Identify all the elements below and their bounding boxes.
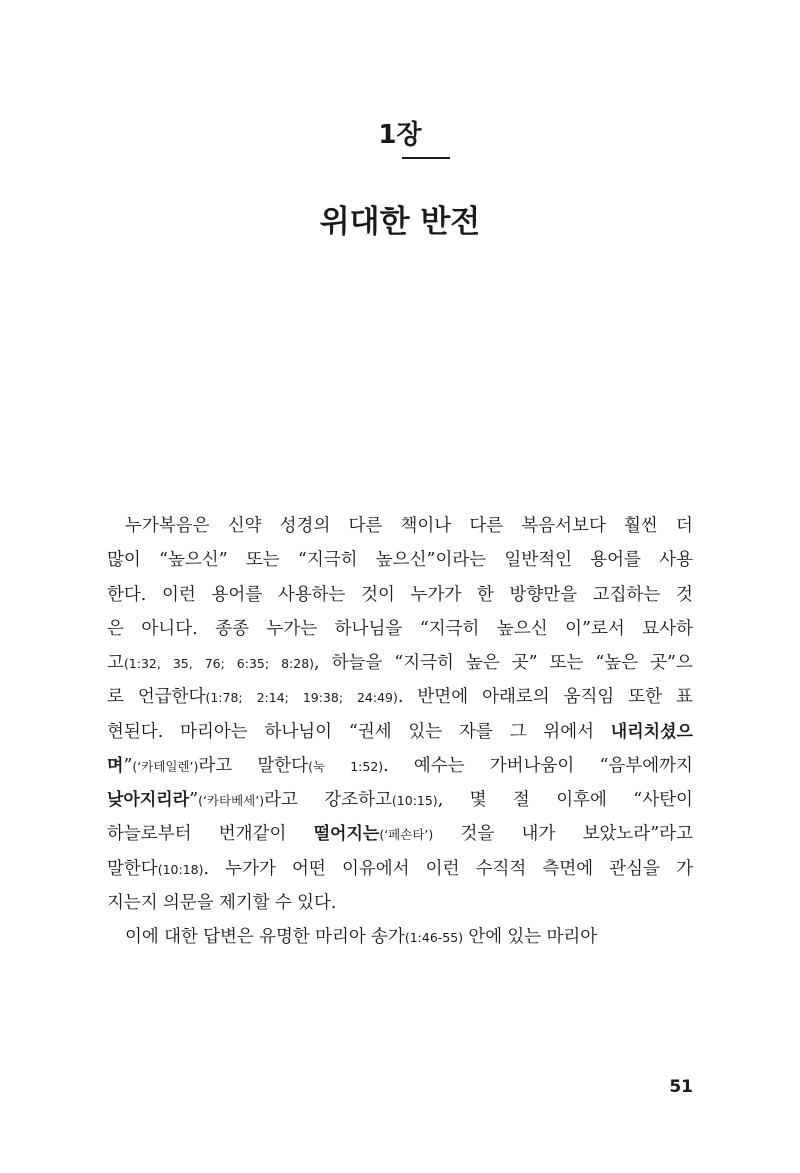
word: 반면에 [417, 687, 469, 708]
word: 사용하는 [277, 584, 346, 605]
word: 것 [675, 584, 693, 605]
word: 방향만을 [509, 584, 578, 605]
word: 있는 [507, 927, 542, 947]
word: 고(1:32, [107, 653, 161, 673]
word: 6:35; [236, 656, 270, 671]
word: 예수는 [413, 755, 465, 776]
word: 신약 [227, 516, 262, 536]
word: 움직임 [563, 687, 615, 708]
word: 며”(‘카테일렌’)라고 [107, 755, 233, 776]
chapter-number: 1장 [378, 120, 422, 150]
word: 제기할 [218, 892, 270, 913]
word: 가 [676, 858, 693, 879]
word: 일반적인 [504, 550, 573, 571]
word: 하늘로부터 [107, 824, 192, 845]
text-line [107, 509, 693, 543]
word: 관심을 [609, 858, 660, 879]
word: 곳”으 [650, 653, 693, 673]
word: 19:38; [302, 690, 344, 706]
word: 8:28), [281, 653, 320, 673]
word: 1:52). [350, 755, 389, 776]
word: 용어를 [211, 584, 263, 605]
text-line [107, 920, 693, 954]
word: 2:14; [256, 690, 289, 706]
word: 하늘을 [331, 653, 383, 673]
word: 이후에 [556, 790, 607, 810]
word: 또는 [245, 550, 280, 571]
word: 누가가 [410, 584, 462, 605]
word: 낮아지리라”(‘카타베세’)라고 [107, 790, 298, 810]
word: 마리아는 [180, 721, 248, 742]
word: 있는 [408, 721, 443, 742]
word: 수 [274, 892, 292, 913]
word: 다른 [348, 516, 383, 536]
word: 묘사하 [642, 618, 693, 639]
word: 이런 [425, 858, 460, 879]
word: 하나님이 [264, 721, 333, 742]
word: 복음서보다 [521, 516, 606, 536]
word: 누가가 [225, 858, 276, 879]
word: 다른 [469, 516, 504, 536]
text-line [107, 749, 693, 783]
word: 내가 [521, 824, 556, 845]
word: 가버나움이 [489, 755, 575, 776]
word: 측면에 [542, 858, 594, 879]
page-number: 51 [669, 1077, 693, 1097]
word: 내리치셨으 [610, 721, 693, 742]
word: 것이 [361, 584, 395, 605]
word: 많이 [107, 550, 141, 571]
word: 이런 [162, 584, 196, 605]
word: 표 [676, 687, 693, 708]
word: 자를 [459, 721, 493, 742]
word: 안에 [468, 927, 503, 947]
text-line [107, 817, 693, 851]
word: 35, [172, 656, 193, 671]
chapter-title: 위대한 반전 [319, 204, 481, 240]
word: 아래로의 [482, 687, 550, 708]
word: “사탄이 [633, 790, 693, 810]
word: 누가복음은 [125, 516, 210, 536]
word: “지극히 [297, 550, 358, 571]
word: 절 [512, 790, 530, 810]
word: 높은 [465, 653, 500, 673]
word: “높은 [595, 653, 639, 673]
word: 대한 [164, 927, 198, 947]
text-line [107, 543, 693, 577]
word: 높으신”이라는 [375, 550, 487, 571]
word: 그 [509, 721, 527, 742]
word: 말한다(10:18). [107, 858, 210, 879]
text-line [107, 612, 693, 646]
text-line [107, 783, 693, 817]
word: 번개같이 [218, 824, 287, 845]
word: 의문을 [162, 892, 214, 913]
word: 있다. [297, 892, 337, 913]
word: 아니다. [141, 618, 198, 639]
word: 하나님을 [334, 618, 403, 639]
word: 몇 [469, 790, 487, 810]
word: 마리아 [315, 927, 366, 947]
word: 은 [107, 618, 124, 639]
word: 책이나 [400, 516, 452, 536]
text-line [107, 578, 693, 612]
text-line [107, 852, 693, 886]
word: 유명한 [259, 927, 310, 947]
word: 이유에서 [341, 858, 410, 879]
body-text [107, 509, 693, 954]
word: 한 [476, 584, 494, 605]
word: 종종 [215, 618, 249, 639]
word: 24:49). [356, 687, 404, 708]
word: 언급한다(1:78; [137, 687, 243, 708]
word: “음부에까지 [599, 755, 693, 776]
word: 훨씬 [624, 516, 658, 536]
word: 또는 [549, 653, 584, 673]
word: 말한다(눅 [257, 755, 326, 776]
word: 고집하는 [592, 584, 661, 605]
chapter-divider [402, 157, 450, 159]
word: 사용 [659, 550, 693, 571]
text-line [107, 715, 693, 749]
word: 강조하고(10:15), [324, 790, 444, 810]
word: 현된다. [107, 721, 164, 742]
word: 지는지 [107, 892, 158, 913]
word: “높으신” [159, 550, 228, 571]
word: 것을 [460, 824, 495, 845]
word: 마리아 [546, 927, 598, 947]
word: 누가는 [266, 618, 318, 639]
word: 더 [676, 516, 693, 536]
word: 보았노라”라고 [582, 824, 693, 845]
word: 76; [204, 656, 225, 671]
word: “지극히 [394, 653, 454, 673]
word: 송가(1:46-55) [371, 927, 464, 947]
word: 이”로서 [565, 618, 625, 639]
word: 수직적 [475, 858, 527, 879]
word: 한다. [107, 584, 147, 605]
word: 용어를 [590, 550, 641, 571]
word: 답변은 [203, 927, 254, 947]
word: “지극히 [419, 618, 480, 639]
word: 또한 [628, 687, 663, 708]
text-line [107, 646, 693, 680]
word: 위에서 [543, 721, 595, 742]
word: 성경의 [279, 516, 331, 536]
word: 어떤 [292, 858, 326, 879]
text-line [107, 886, 693, 920]
word: 곳” [511, 653, 538, 673]
text-line [107, 680, 693, 714]
word: 이에 [125, 927, 159, 947]
word: 로 [107, 687, 124, 708]
word: “권세 [348, 721, 392, 742]
word: 높으신 [496, 618, 548, 639]
word: 떨어지는(‘페손타’) [313, 824, 434, 845]
